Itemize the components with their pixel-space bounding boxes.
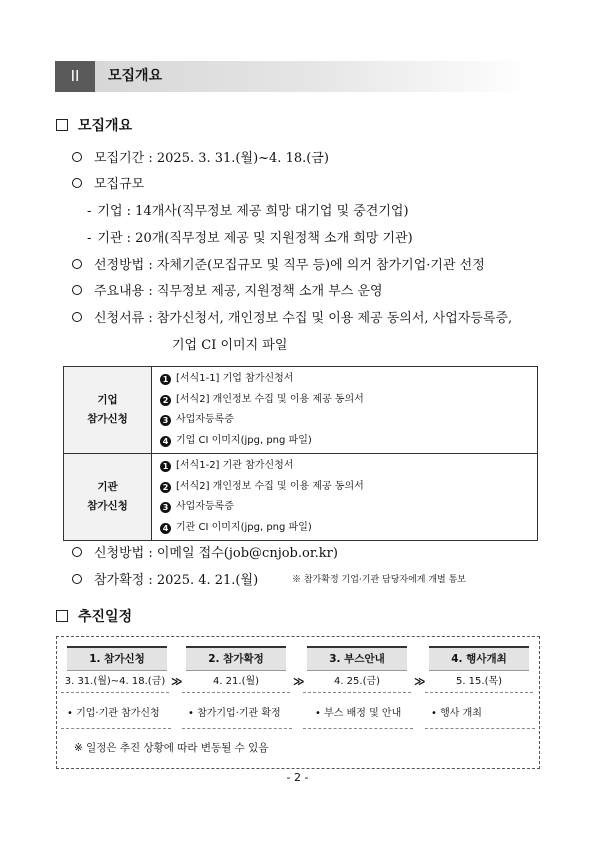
step-date: 3. 31.(월)~4. 18.(금) [61, 675, 169, 693]
list-item [160, 477, 531, 498]
step-title: 2. 참가확정 [186, 646, 286, 671]
scale-line [72, 173, 144, 192]
number-bullet-icon: 3 [160, 502, 171, 513]
arrow-icon: ≫ [171, 675, 183, 688]
number-bullet-icon: 3 [160, 415, 171, 426]
list-item [160, 369, 531, 390]
table-row-items [152, 367, 538, 454]
circle-bullet-icon [72, 312, 82, 322]
overview-heading [56, 115, 132, 135]
docs-line [72, 307, 512, 326]
list-item [160, 390, 531, 411]
scale-item-company-text: 기업 : 14개사(직무정보 제공 희망 대기업 및 중견기업) [97, 204, 409, 219]
number-bullet-icon: 2 [160, 482, 171, 493]
step-desc: • 행사 개최 [425, 707, 535, 729]
scale-text: 모집규모 [94, 177, 145, 192]
step-desc: • 부스 배정 및 안내 [303, 707, 413, 729]
step-date: 4. 21.(월) [182, 675, 290, 693]
list-item [160, 456, 531, 477]
number-bullet-icon: 2 [160, 395, 171, 406]
docs-text: 신청서류 : 참가신청서, 개인정보 수집 및 이용 제공 동의서, 사업자등록증, [94, 311, 513, 326]
schedule-note: ※ 일정은 추진 상황에 따라 변동될 수 있음 [74, 742, 269, 754]
arrow-icon: ≫ [414, 675, 426, 688]
step-title: 3. 부스안내 [307, 646, 407, 671]
list-item [160, 431, 531, 452]
circle-bullet-icon [72, 547, 82, 557]
confirm-note: ※ 참가확정 기업·기관 담당자에게 개별 통보 [292, 575, 466, 585]
period-text: 모집기간 : 2025. 3. 31.(월)~4. 18.(금) [94, 151, 329, 166]
scale-item-agency: - 기관 : 20개(직무정보 제공 및 지원정책 소개 희망 기관) [87, 231, 413, 246]
table-row-label [64, 367, 152, 454]
method-line [72, 542, 338, 561]
docs-line-2: 기업 CI 이미지 파일 [172, 338, 288, 353]
list-item-text: [서식1-2] 기관 참가신청서 [176, 460, 294, 471]
list-item-text: [서식2] 개인정보 수집 및 이용 제공 동의서 [176, 480, 364, 492]
list-item-text: 사업자등록증 [176, 414, 234, 425]
list-item-text: 사업자등록증 [176, 501, 234, 512]
label-line: 참가신청 [87, 413, 128, 425]
method-text: 신청방법 : 이메일 접수(job@cnjob.or.kr) [94, 546, 338, 561]
list-item [160, 410, 531, 431]
table-row-label [64, 454, 152, 541]
selection-text: 선정방법 : 자체기준(모집규모 및 직무 등)에 의거 참가기업·기관 선정 [94, 258, 485, 273]
circle-bullet-icon [72, 574, 82, 584]
schedule-heading [56, 606, 132, 626]
step-title: 1. 참가신청 [67, 646, 167, 671]
square-bullet-icon [56, 610, 68, 622]
circle-bullet-icon [72, 178, 82, 188]
number-bullet-icon: 1 [160, 461, 171, 472]
list-item-text: 기관 CI 이미지(jpg, png 파일) [176, 521, 312, 533]
schedule-box [56, 636, 540, 769]
list-item-text: [서식2] 개인정보 수집 및 이용 제공 동의서 [176, 393, 364, 405]
page-number: - 2 - [286, 771, 309, 784]
label-line: 기업 [97, 394, 118, 406]
section-number: II [55, 61, 95, 92]
content-line [72, 280, 383, 299]
step-title: 4. 행사개최 [429, 646, 529, 671]
table-row [64, 367, 538, 454]
square-bullet-icon [56, 119, 68, 131]
period-line [72, 147, 329, 166]
label-line: 기관 [97, 481, 118, 493]
circle-bullet-icon [72, 285, 82, 295]
schedule-heading-text: 추진일정 [78, 609, 133, 625]
number-bullet-icon: 4 [160, 523, 171, 534]
table-row-items [152, 454, 538, 541]
scale-item-company: - 기업 : 14개사(직무정보 제공 희망 대기업 및 중견기업) [87, 204, 409, 219]
number-bullet-icon: 1 [160, 374, 171, 385]
list-item-text: 기업 CI 이미지(jpg, png 파일) [176, 434, 312, 446]
number-bullet-icon: 4 [160, 436, 171, 447]
circle-bullet-icon [72, 259, 82, 269]
step-desc: • 기업·기관 참가신청 [61, 707, 171, 729]
overview-heading-text: 모집개요 [78, 118, 133, 134]
step-date: 4. 25.(금) [303, 675, 411, 693]
content-text: 주요내용 : 직무정보 제공, 지원정책 소개 부스 운영 [94, 284, 383, 299]
documents-table [63, 366, 538, 541]
list-item [160, 518, 531, 539]
selection-line [72, 254, 485, 273]
step-date: 5. 15.(목) [425, 675, 533, 693]
step-desc: • 참가기업·기관 확정 [182, 707, 292, 729]
arrow-icon: ≫ [293, 675, 305, 688]
circle-bullet-icon [72, 152, 82, 162]
list-item [160, 497, 531, 518]
section-title: 모집개요 [108, 68, 163, 84]
label-line: 참가신청 [87, 500, 128, 512]
table-row [64, 454, 538, 541]
confirm-text: 참가확정 : 2025. 4. 21.(월) [94, 573, 259, 588]
scale-item-agency-text: 기관 : 20개(직무정보 제공 및 지원정책 소개 희망 기관) [97, 231, 413, 246]
list-item-text: [서식1-1] 기업 참가신청서 [176, 373, 294, 384]
confirm-line [72, 569, 258, 588]
